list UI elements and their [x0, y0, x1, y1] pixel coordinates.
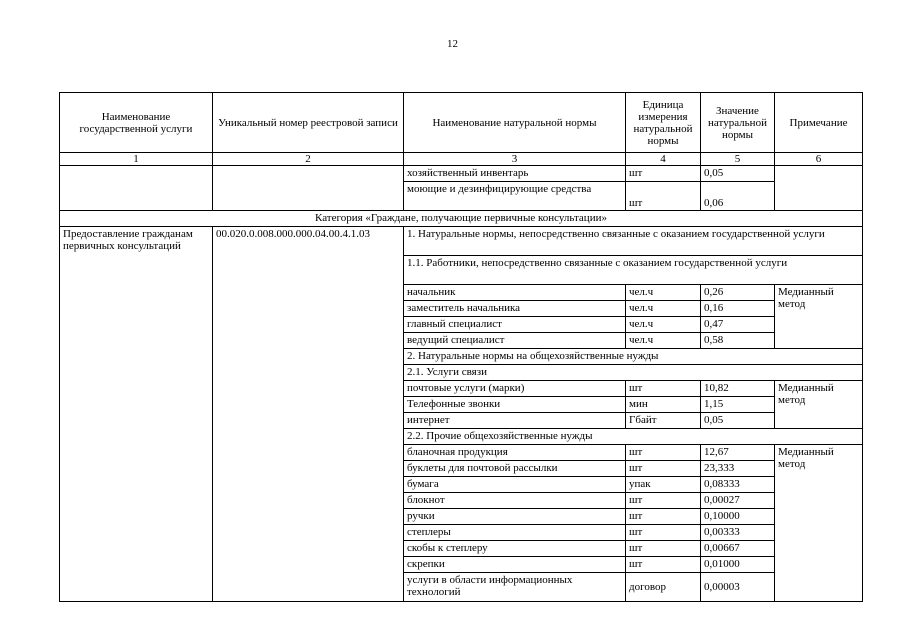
- norm-value: 0,00667: [701, 541, 775, 557]
- norm-unit: шт: [626, 557, 701, 573]
- norm-value: 0,00333: [701, 525, 775, 541]
- norm-name: скрепки: [404, 557, 626, 573]
- norm-name: блокнот: [404, 493, 626, 509]
- section-title: 1. Натуральные нормы, непосредственно связанные с оказанием государственной услуги: [404, 227, 863, 256]
- norm-unit: шт: [626, 541, 701, 557]
- norm-value: 0,08333: [701, 477, 775, 493]
- section-title: 2.2. Прочие общехозяйственные нужды: [404, 429, 863, 445]
- norm-unit: мин: [626, 397, 701, 413]
- norm-name: буклеты для почтовой рассылки: [404, 461, 626, 477]
- norm-value: 1,15: [701, 397, 775, 413]
- section-title: 2. Натуральные нормы на общехозяйственные нужды: [404, 349, 863, 365]
- column-numbers-row: [60, 153, 863, 166]
- norm-value: 0,06: [701, 182, 775, 211]
- norm-unit: договор: [626, 573, 701, 602]
- norm-value: 0,16: [701, 301, 775, 317]
- norm-name: скобы к степлеру: [404, 541, 626, 557]
- norm-unit: Гбайт: [626, 413, 701, 429]
- norm-name: бланочная продукция: [404, 445, 626, 461]
- norm-name: интернет: [404, 413, 626, 429]
- norm-value: 0,47: [701, 317, 775, 333]
- norm-value: 0,00003: [701, 573, 775, 602]
- norm-unit: чел.ч: [626, 317, 701, 333]
- norm-value: 0,00027: [701, 493, 775, 509]
- header-value: Значение натуральной нормы: [701, 93, 775, 153]
- norm-unit: шт: [626, 493, 701, 509]
- norm-unit: чел.ч: [626, 333, 701, 349]
- registry-number: 00.020.0.008.000.000.04.00.4.1.03: [213, 227, 404, 602]
- norm-value: 0,05: [701, 166, 775, 182]
- norm-name: моющие и дезинфицирующие средства: [404, 182, 626, 211]
- norm-value: 0,01000: [701, 557, 775, 573]
- norm-unit: шт: [626, 381, 701, 397]
- column-number: 4: [626, 153, 701, 166]
- empty-cell: [60, 166, 213, 211]
- norm-value: 10,82: [701, 381, 775, 397]
- header-registry-number: Уникальный номер реестровой записи: [213, 93, 404, 153]
- note-cell: Медианный метод: [775, 445, 863, 602]
- column-number: 3: [404, 153, 626, 166]
- norm-unit: шт: [626, 525, 701, 541]
- norm-name: начальник: [404, 285, 626, 301]
- page-number: 12: [447, 38, 458, 50]
- table-header-row: [60, 93, 863, 153]
- norm-value: 0,05: [701, 413, 775, 429]
- empty-cell: [775, 166, 863, 211]
- table-row: [60, 166, 863, 182]
- header-note: Примечание: [775, 93, 863, 153]
- norm-value: 23,333: [701, 461, 775, 477]
- column-number: 5: [701, 153, 775, 166]
- norm-name: хозяйственный инвентарь: [404, 166, 626, 182]
- norm-unit: шт: [626, 461, 701, 477]
- norm-name: заместитель начальника: [404, 301, 626, 317]
- section-title: 1.1. Работники, непосредственно связанные с оказанием государственной услуги: [404, 256, 863, 285]
- note-cell: Медианный метод: [775, 381, 863, 429]
- norm-unit: упак: [626, 477, 701, 493]
- column-number: 6: [775, 153, 863, 166]
- norm-name: услуги в области информационных технологий: [404, 573, 626, 602]
- service-name: Предоставление гражданам первичных консультаций: [60, 227, 213, 602]
- norm-name: главный специалист: [404, 317, 626, 333]
- norm-unit: шт: [626, 509, 701, 525]
- norm-unit: чел.ч: [626, 301, 701, 317]
- section-title: 2.1. Услуги связи: [404, 365, 863, 381]
- norm-name: Телефонные звонки: [404, 397, 626, 413]
- norm-name: бумага: [404, 477, 626, 493]
- norm-name: степлеры: [404, 525, 626, 541]
- note-cell: Медианный метод: [775, 285, 863, 349]
- natural-norms-table: [59, 92, 863, 602]
- norm-name: ручки: [404, 509, 626, 525]
- norm-value: 0,10000: [701, 509, 775, 525]
- column-number: 1: [60, 153, 213, 166]
- column-number: 2: [213, 153, 404, 166]
- norm-value: 0,58: [701, 333, 775, 349]
- norm-unit: шт: [626, 166, 701, 182]
- empty-cell: [213, 166, 404, 211]
- category-title: Категория «Граждане, получающие первичные консультации»: [60, 211, 863, 227]
- norm-unit: чел.ч: [626, 285, 701, 301]
- norm-value: 0,26: [701, 285, 775, 301]
- header-unit: Единица измерения натуральной нормы: [626, 93, 701, 153]
- header-service-name: Наименование государственной услуги: [60, 93, 213, 153]
- norm-unit: шт: [626, 445, 701, 461]
- norm-value: 12,67: [701, 445, 775, 461]
- norm-name: почтовые услуги (марки): [404, 381, 626, 397]
- section-row: [60, 227, 863, 256]
- norm-name: ведущий специалист: [404, 333, 626, 349]
- header-norm-name: Наименование натуральной нормы: [404, 93, 626, 153]
- norm-unit: шт: [626, 182, 701, 211]
- category-row: [60, 211, 863, 227]
